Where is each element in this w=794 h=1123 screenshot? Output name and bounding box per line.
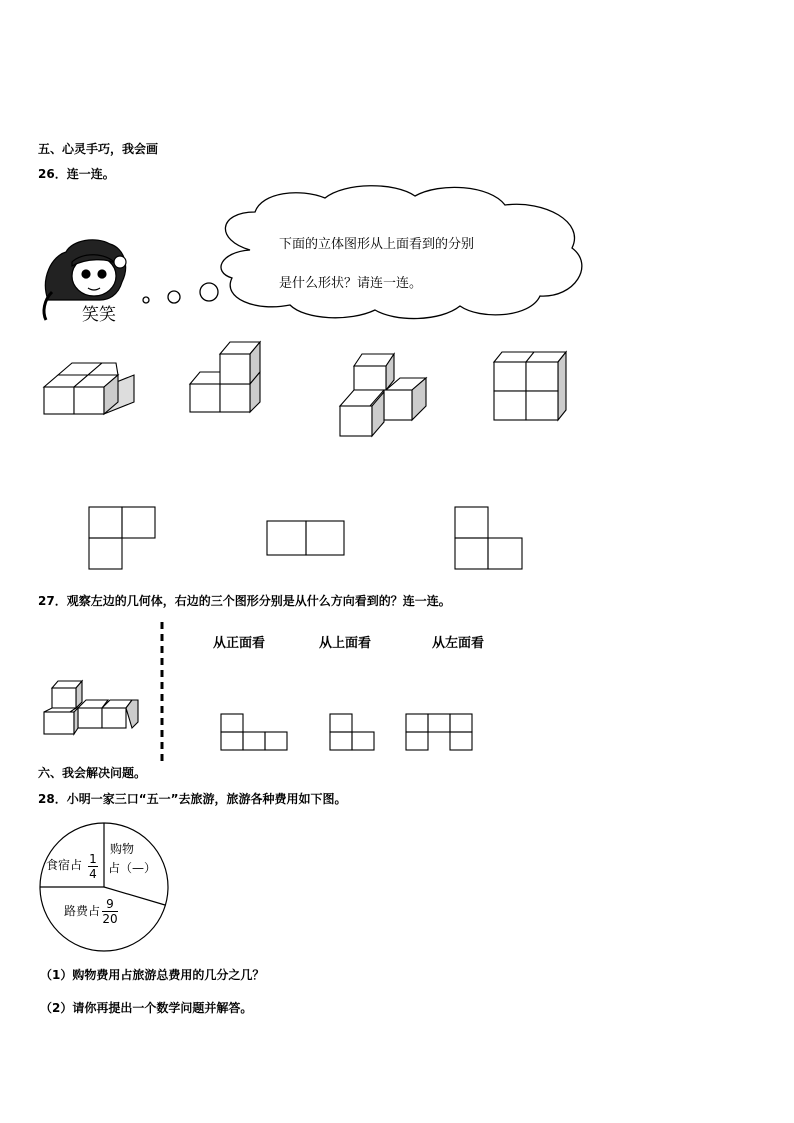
question-28-sub-1: （1）购物费用占旅游总费用的几分之几？ xyxy=(40,968,265,982)
q27-view-2 xyxy=(330,714,374,750)
q28-pie-chart xyxy=(40,823,168,951)
pie-lodging-denominator: 4 xyxy=(89,867,97,881)
view-label-front: 从正面看 xyxy=(213,636,266,651)
section-6-heading: 六、我会解决问题。 xyxy=(38,766,147,780)
thought-dots xyxy=(143,283,218,303)
character-name: 笑笑 xyxy=(82,305,116,325)
section-5-heading: 五、心灵手巧，我会画 xyxy=(38,142,159,156)
q26-solid-4 xyxy=(494,352,566,420)
bubble-text-line-1: 下面的立体图形从上面看到的分别 xyxy=(279,237,475,252)
q26-solid-2 xyxy=(190,342,260,412)
pie-lodging-label: 食宿占 xyxy=(46,858,83,872)
pie-travel-fraction xyxy=(102,898,118,925)
pie-lodging-numerator: 1 xyxy=(89,852,97,866)
pie-travel-numerator: 9 xyxy=(106,897,114,911)
q26-solid-1 xyxy=(44,363,134,414)
pie-lodging-fraction xyxy=(88,853,98,880)
question-28-sub-2: （2）请你再提出一个数学问题并解答。 xyxy=(40,1001,253,1015)
q26-solid-3 xyxy=(340,354,426,436)
q26-view-a xyxy=(89,507,155,569)
view-label-left: 从左面看 xyxy=(432,636,485,651)
question-27-title: 27．观察左边的几何体，右边的三个图形分别是从什么方向看到的？连一连。 xyxy=(38,594,451,608)
q26-view-b xyxy=(267,521,344,555)
bubble-text-line-2: 是什么形状？请连一连。 xyxy=(279,276,423,291)
pie-travel-label: 路费占 xyxy=(64,904,101,918)
question-26-title: 26．连一连。 xyxy=(38,167,115,181)
q27-view-1 xyxy=(221,714,287,750)
pie-shopping-label: 购物 xyxy=(110,842,135,856)
thought-bubble xyxy=(221,186,582,319)
q26-view-c xyxy=(455,507,522,569)
q27-view-3 xyxy=(406,714,472,750)
pie-travel-denominator: 20 xyxy=(102,912,118,926)
pie-shopping-sub: 占（—） xyxy=(108,861,157,875)
view-label-top: 从上面看 xyxy=(319,636,372,651)
question-28-title: 28．小明一家三口“五一”去旅游，旅游各种费用如下图。 xyxy=(38,792,347,806)
q27-solid xyxy=(44,681,138,734)
